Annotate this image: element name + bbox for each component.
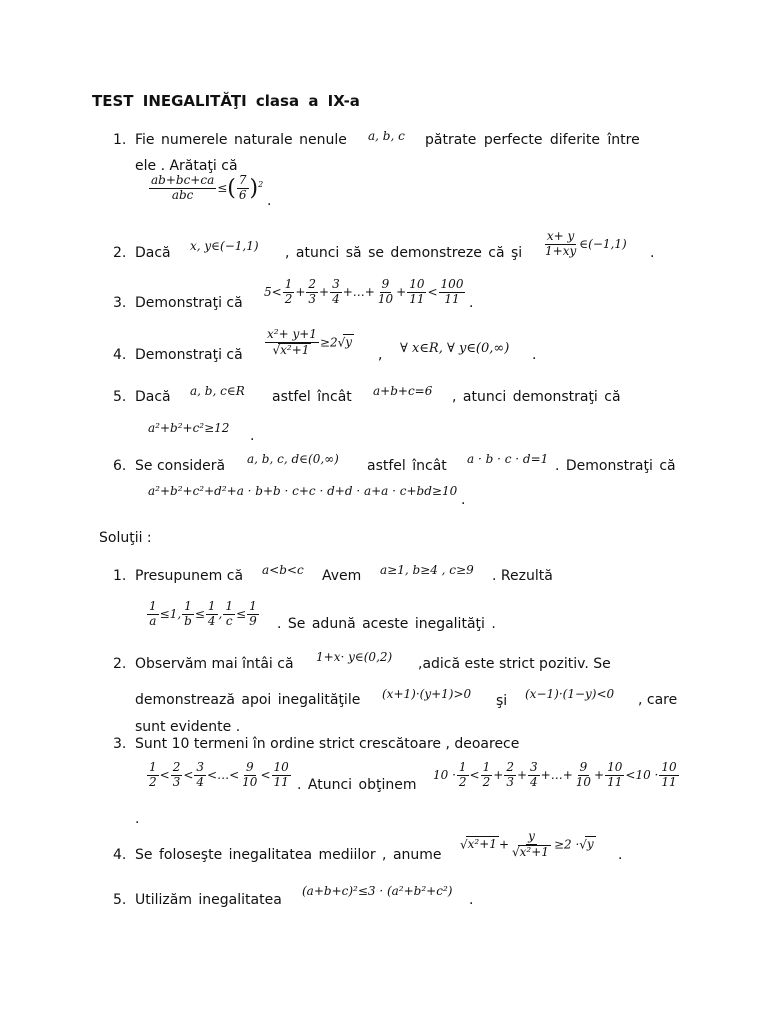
math-inequality: $\frac{ab+bc+ca}{\text{abc}}$ ≤( $\frac{7}{6}$ )$^2$ <box>151 173 264 202</box>
punctuation: . <box>250 428 255 444</box>
solution-text: Observăm mai întâi că <box>135 656 294 672</box>
math-inequality: $\frac{1}{2}$ < $\frac{2}{3}$ < $\frac{3}{4}$ <…< $\frac{9}{10}$ < $\frac{10}{11}$ <box>149 760 289 789</box>
math-expr: a, b, c∈R <box>190 384 245 398</box>
problem-text: Fie numerele naturale nenule <box>135 132 347 148</box>
math-expr: a≥1, b≥4 , c≥9 <box>380 563 474 577</box>
math-expr: x, y∈(−1,1) <box>190 239 259 253</box>
problem-text: pătrate perfecte diferite între <box>425 132 640 148</box>
solution-number: 1. <box>113 568 127 584</box>
page-title: TEST INEGALITĂŢI clasa a IX-a <box>92 92 360 110</box>
solution-text: . Atunci obţinem <box>297 777 417 793</box>
punctuation: . <box>267 193 272 209</box>
punctuation: . <box>650 245 655 261</box>
punctuation: . <box>469 892 474 908</box>
problem-number: 6. <box>113 458 127 474</box>
solution-text: ,adică este strict pozitiv. Se <box>418 656 611 672</box>
solution-text: Sunt 10 termeni în ordine strict crescătoare , deoarece <box>135 736 520 752</box>
math-expr: a, b, c <box>368 129 405 143</box>
punctuation: . <box>461 492 466 508</box>
problem-text: Demonstraţi că <box>135 295 243 311</box>
math-inequality: 10 · $\frac{1}{2}$ < $\frac{1}{2}$ + $\frac{2}{3}$ + $\frac{3}{4}$ +…+ $\frac{9}{10}$ + $\frac{10}{11}$ <10 · $\frac{10}{11}$ <box>433 760 677 789</box>
solution-text: . Rezultă <box>492 568 553 584</box>
math-inequality: $\frac{1}{a}$ ≤1, $\frac{1}{b}$ ≤ $\frac{1}{4}$ , $\frac{1}{c}$ ≤ $\frac{1}{9}$ <box>149 599 257 628</box>
problem-number: 1. <box>113 132 127 148</box>
solution-text: Avem <box>322 568 362 584</box>
punctuation: . <box>618 847 623 863</box>
solution-text: Se foloseşte inegalitatea mediilor , anume <box>135 847 442 863</box>
problem-text: Se consideră <box>135 458 226 474</box>
math-expr: ∀ x∈R, ∀ y∈(0,∞) <box>400 341 510 356</box>
math-inequality: 5< $\frac{1}{2}$ + $\frac{2}{3}$ + $\frac{3}{4}$ +…+ $\frac{9}{10}$ + $\frac{10}{11}$ < $\frac{100}{11}$ <box>264 277 464 306</box>
problem-text: . Demonstraţi că <box>555 458 676 474</box>
math-expr: (x−1)·(1−y)<0 <box>525 687 615 701</box>
punctuation: . <box>469 295 474 311</box>
solution-text: sunt evidente . <box>135 719 241 735</box>
solution-text: şi <box>496 693 508 709</box>
solution-number: 4. <box>113 847 127 863</box>
problem-text: ele . Arătaţi că <box>135 158 238 174</box>
math-expr: $\frac{x+ y}{1+xy}$ ∈(−1,1) <box>545 229 627 258</box>
solution-number: 5. <box>113 892 127 908</box>
problem-text: Demonstraţi că <box>135 347 243 363</box>
problem-number: 5. <box>113 389 127 405</box>
math-inequality: $\frac{\text{x²+ y+1}}{\text{√x²+1}}$ ≥2√y <box>267 327 353 357</box>
solution-text: Presupunem că <box>135 568 244 584</box>
problem-text: astfel încât <box>272 389 352 405</box>
problem-text: , atunci să se demonstreze că şi <box>285 245 523 261</box>
problem-text: Dacă <box>135 389 171 405</box>
math-expr: (a+b+c)²≤3 · (a²+b²+c²) <box>302 884 453 898</box>
solution-text: . Se adună aceste inegalităţi . <box>277 616 496 632</box>
problem-text: , atunci demonstraţi că <box>452 389 621 405</box>
math-expr: 1+x· y∈(0,2) <box>316 650 393 664</box>
solution-text: demonstrează apoi inegalităţile <box>135 692 361 708</box>
math-expr: a · b · c · d=1 <box>467 452 549 466</box>
solution-number: 3. <box>113 736 127 752</box>
solution-text: Utilizăm inegalitatea <box>135 892 282 908</box>
math-expr: a+b+c=6 <box>373 384 433 398</box>
solution-number: 2. <box>113 656 127 672</box>
solutions-heading: Soluţii : <box>99 530 152 546</box>
problem-number: 3. <box>113 295 127 311</box>
math-expr: a, b, c, d∈(0,∞) <box>247 452 339 466</box>
punctuation: . <box>532 347 537 363</box>
punctuation: . <box>135 811 140 827</box>
punctuation: , <box>378 347 383 363</box>
solution-text: , care <box>638 692 678 708</box>
math-inequality: a²+b²+c²≥12 <box>148 421 230 435</box>
problem-text: Dacă <box>135 245 171 261</box>
math-expr: a<b<c <box>262 563 304 577</box>
problem-number: 2. <box>113 245 127 261</box>
math-inequality: √x²+1 + $\frac{y}{\text{√x²+1}}$ ≥2 ·√y <box>460 829 594 859</box>
math-inequality: a²+b²+c²+d²+a · b+b · c+c · d+d · a+a · c+bd≥10 <box>148 484 458 498</box>
problem-number: 4. <box>113 347 127 363</box>
problem-text: astfel încât <box>367 458 447 474</box>
math-expr: (x+1)·(y+1)>0 <box>382 687 472 701</box>
